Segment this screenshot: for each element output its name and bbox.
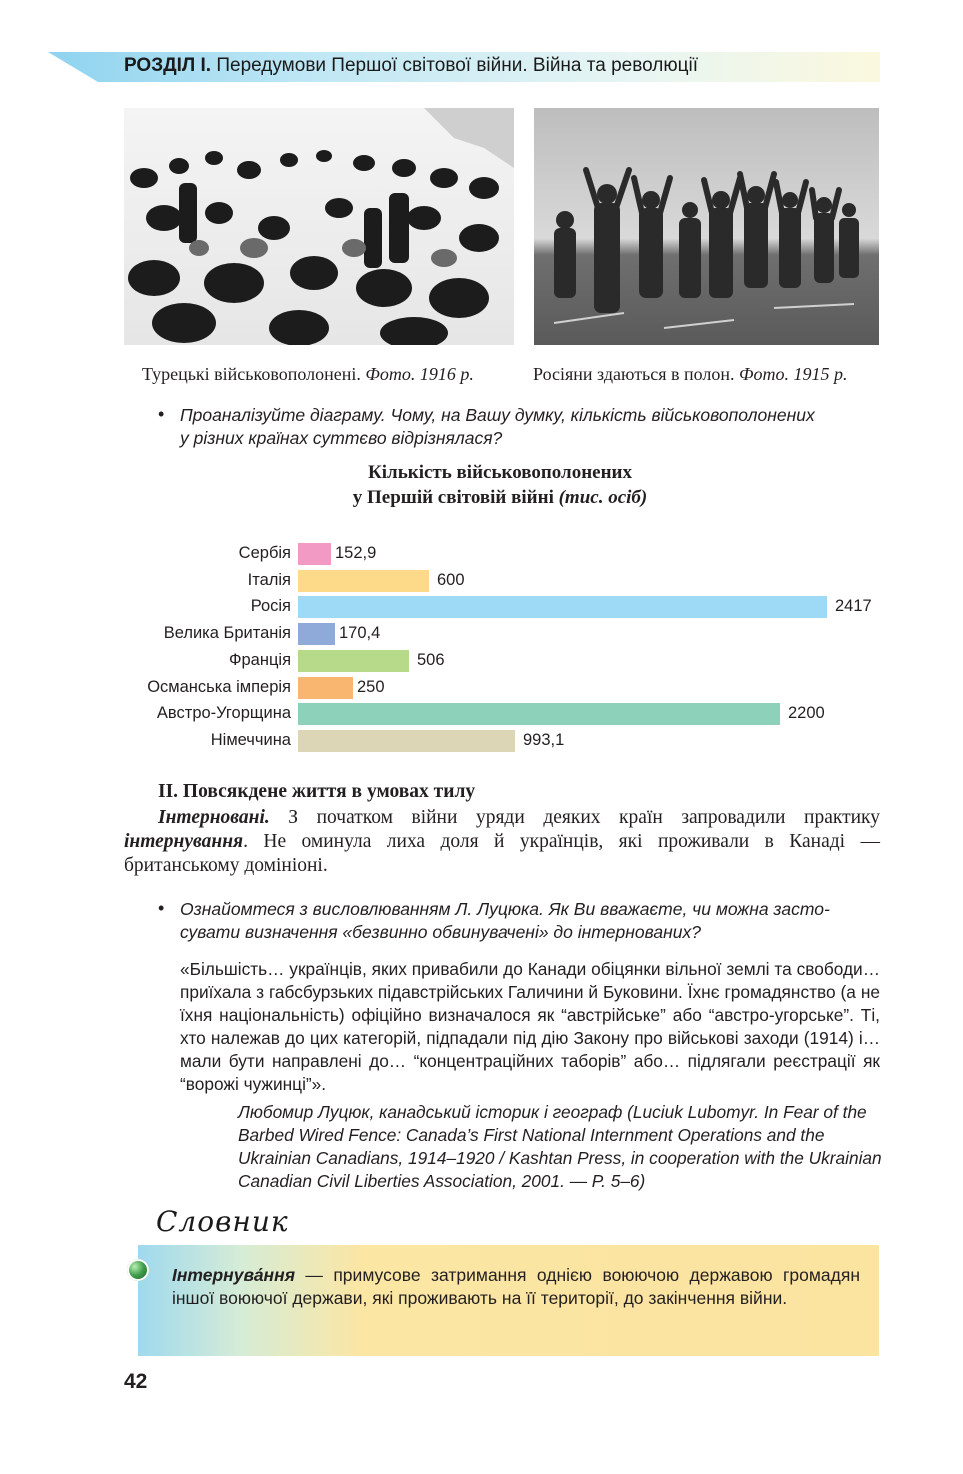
task-bullet: •: [158, 898, 165, 918]
photo-caption-2: [533, 364, 848, 385]
bar: [298, 650, 409, 672]
chart-title-line1: Кількість військовополонених: [367, 462, 632, 483]
value-label: 2200: [788, 704, 825, 723]
glossary-title: Словник: [156, 1205, 289, 1238]
bar: [298, 623, 335, 645]
quote-source: Любомир Луцюк, канадський історик і географ (Luciuk Lubomyr. In Fear of the Barbed Wired Fence: Canada’s First National Internment Operations and the Ukrainian Canadians, 1914–1920 / Kashtan Press, in cooperation with the Ukrainian Canadian Civil Liberties Association, 2001. — P. 5–6): [238, 1102, 882, 1191]
caption-text: Турецькі військовополонені.: [142, 364, 366, 384]
glossary-definition-text: — примусове затримання однією воюючою державою громадян іншої воюючої держави, які проживають на її території, до закінчення війни.: [172, 1265, 860, 1308]
section-heading: ІІ. Повсякдене життя в умовах тилу: [158, 781, 476, 802]
value-label: 993,1: [523, 730, 565, 749]
value-label: 600: [437, 570, 465, 589]
photo-turkish-pows: [124, 108, 514, 345]
bar: [298, 730, 515, 752]
photo-russians-surrender: [534, 108, 879, 345]
value-label: 2417: [835, 597, 872, 616]
section-title: Передумови Першої світової війни. Війна та революції: [211, 55, 698, 76]
value-label: 506: [417, 650, 445, 669]
category-label: Франція: [228, 650, 291, 669]
chart-title-line2: [0, 485, 963, 510]
task-bullet: •: [158, 404, 165, 424]
caption-date: Фото. 1915 р.: [739, 364, 848, 384]
bar: [298, 570, 429, 592]
page-number: 42: [124, 1370, 148, 1393]
category-label: Італія: [247, 570, 291, 589]
section-header: [124, 55, 698, 77]
bar: [298, 596, 827, 618]
task-question-1: [180, 404, 815, 450]
task-question-2: [180, 898, 830, 944]
chart-title-text: у Першій світовій війні: [352, 487, 554, 508]
bar: [298, 543, 331, 565]
para-text: З початком війни уряди деяких країн запровадили практику: [269, 807, 880, 828]
lead-term: Інтерновані.: [158, 807, 270, 828]
glossary-definition: [172, 1264, 860, 1310]
value-label: 152,9: [335, 544, 377, 562]
category-label: Росія: [250, 597, 291, 616]
para-text: . Не оминула лиха доля й українців, які проживали в Канаді — британському домініоні.: [124, 831, 880, 876]
task-line: Проаналізуйте діаграму. Чому, на Вашу думку, кількість військовополонених: [180, 405, 815, 425]
glossary-term: Інтернува́ння: [172, 1265, 296, 1285]
category-label: Австро-Угорщина: [156, 704, 291, 723]
bar: [298, 703, 780, 725]
category-label: Османська імперія: [147, 677, 291, 696]
glossary-bullet-icon: [127, 1259, 149, 1281]
photo-caption-1: [142, 364, 474, 385]
task-line: Ознайомтеся з висловлюванням Л. Луцюка. Як Ви вважаєте, чи можна засто-: [180, 899, 830, 919]
term-internment: інтернування: [124, 831, 244, 852]
caption-date: Фото. 1916 р.: [365, 364, 474, 384]
bar: [298, 677, 353, 699]
task-line: у різних країнах суттєво відрізнялася?: [180, 428, 503, 448]
value-label: 170,4: [339, 624, 381, 643]
task-line: сувати визначення «безвинно обвинувачені» до інтернованих?: [180, 922, 701, 942]
section-number: РОЗДІЛ І.: [124, 55, 212, 76]
category-label: Сербія: [238, 544, 291, 562]
value-label: 250: [357, 677, 385, 696]
paragraph-interned: [124, 806, 880, 878]
chart-title: [0, 460, 963, 510]
caption-text: Росіяни здаються в полон.: [533, 364, 740, 384]
chart-title-unit: (тис. осіб): [558, 487, 648, 508]
category-label: Велика Британія: [163, 624, 291, 643]
category-label: Німеччина: [210, 730, 291, 749]
quote-luciuk: «Більшість… українців, яких привабили до Канади обіцянки вільної землі та свободи… приїхала з габсбурзьких підавстрійських Галичини й Буковини. Їхнє громадянство (а не їхня національність) офіційно визначалося як “австрійське” або “австро-угорське”. Ті, хто належав до цих категорій, підпадали під дію Закону про військові заходи (1914) і… мали бути направлені до… “концентраційних таборів” або… підлягали реєстрації як “ворожі чужинці”».: [180, 959, 880, 1094]
